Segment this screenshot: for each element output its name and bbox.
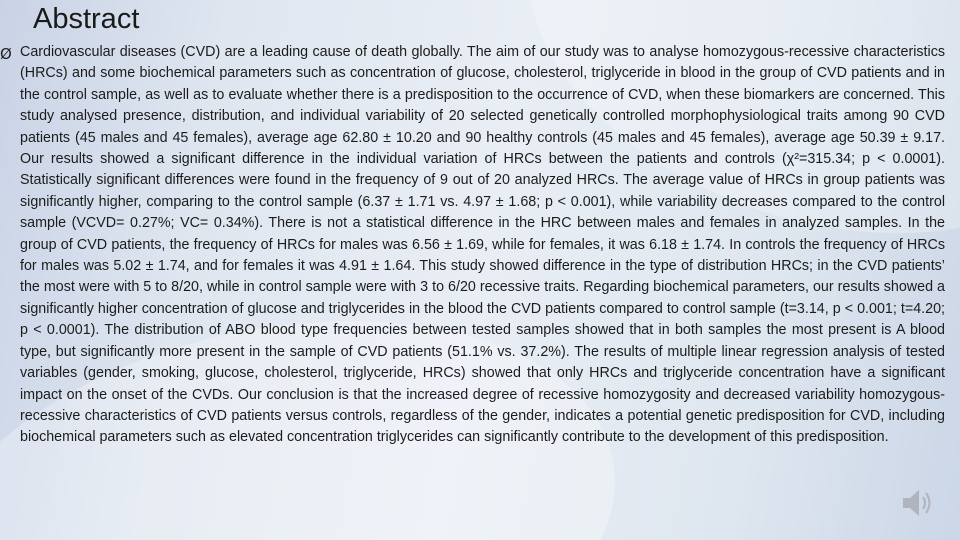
abstract-paragraph: Cardiovascular diseases (CVD) are a leading cause of death globally. The aim of our study was to analyse homozygous-recessive characteristics (HRCs) and some biochemical parameters such as concentration of glucose, cholesterol, triglyceride in blood in the group of CVD patients and in the control sample, as well as to evaluate whether there is a predisposition to the occurrence of CVD, when these biomarkers are concerned. This study analysed presence, distribution, and individual variability of 20 selected genetically controlled morphophysiological traits among 90 CVD patients (45 males and 45 females), average age 62.80 ± 10.20 and 90 healthy controls (45 males and 45 females), average age 50.39 ± 9.17. Our results showed a significant difference in the individual variation of HRCs between the patients and controls (χ²=315.34; p < 0.0001). Statistically significant differences were found in the frequency of 9 out of 20 analyzed HRCs. The average value of HRCs in group patients was significantly higher, comparing to the control sample (6.37 ± 1.71 vs. 4.97 ± 1.68; p < 0.001), while variability decreases compared to the control sample (VCVD= 0.27%; VC= 0.34%). There is not a statistical difference in the HRC between males and females in analyzed samples. In the group of CVD patients, the frequency of HRCs for males was 6.56 ± 1.69, while for females, it was 6.18 ± 1.74. In controls the frequency of HRCs for males was 5.02 ± 1.74, and for females it was 4.91 ± 1.64. This study showed difference in the type of distribution HRCs; in the CVD patients’ the most were with 5 to 8/20, while in control sample were with 3 to 6/20 recessive traits. Regarding biochemical parameters, our results showed a significantly higher concentration of glucose and triglycerides in the blood the CVD patients compared to control sample (t=3.14, p < 0.001; t=4.20; p < 0.0001). The distribution of ABO blood type frequencies between tested samples showed that in both samples the most present is A blood type, but significantly more present in the sample of CVD patients (51.1% vs. 37.2%). The results of multiple linear regression analysis of tested variables (gender, smoking, glucose, cholesterol, triglyceride, HRCs) showed that only HRCs and triglyceride concentration have a significant impact on the onset of the CVDs. Our conclusion is that the increased degree of recessive homozygosity and decreased variability homozygous-recessive characteristics of CVD patients versus controls, regardless of the gender, indicates a potential genetic predisposition for CVD, including biochemical parameters such as elevated concentration triglycerides can significantly contribute to the development of this predisposition. [20, 44, 945, 446]
bullet-arrow-icon: Ø [0, 45, 12, 63]
speaker-icon[interactable] [900, 486, 934, 520]
slide-title: Abstract [33, 3, 140, 35]
